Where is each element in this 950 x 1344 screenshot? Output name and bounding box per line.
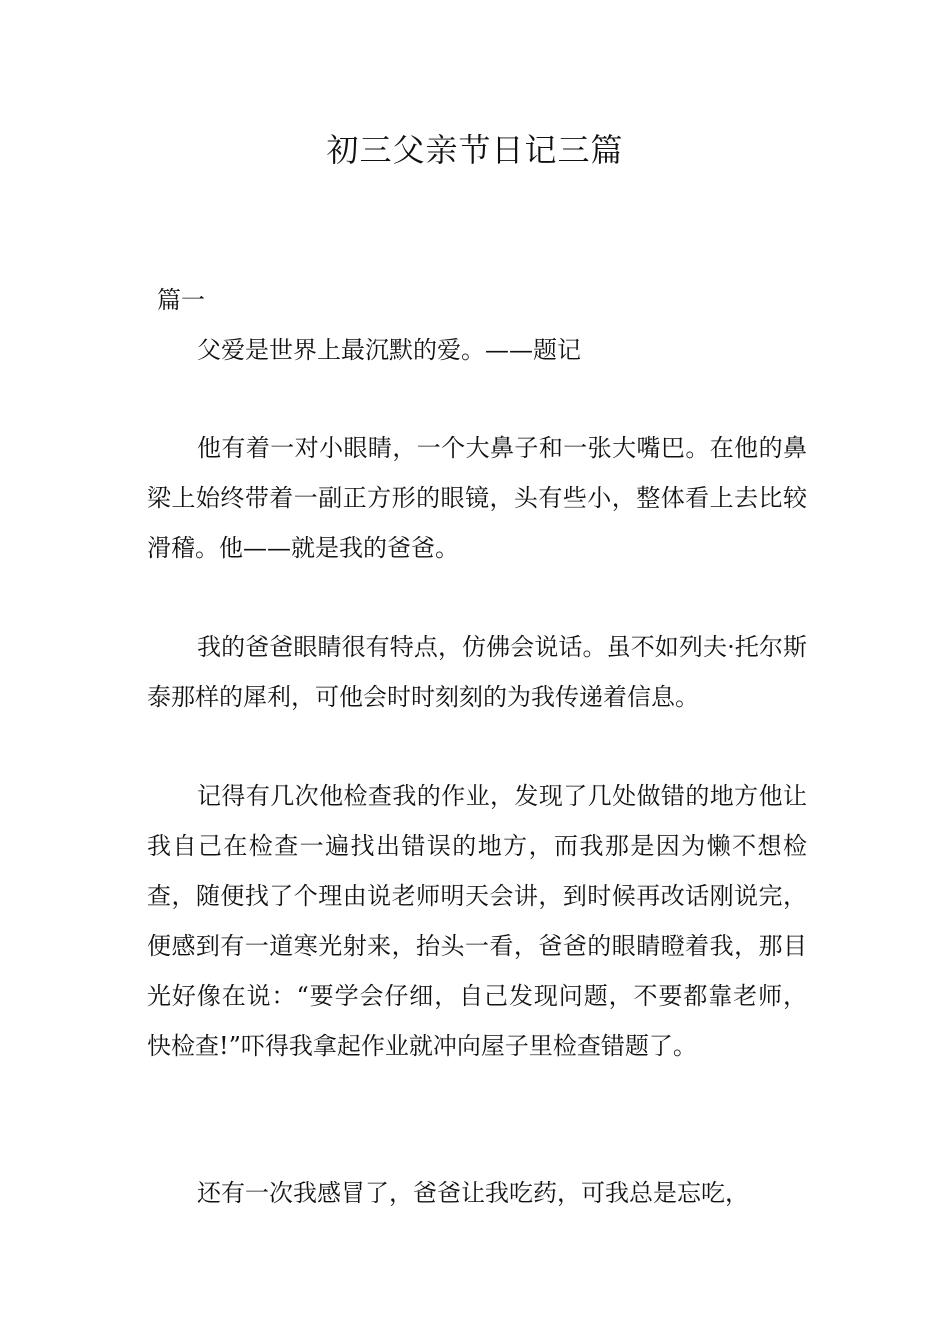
section-label: 篇一 xyxy=(157,286,205,314)
document-title: 初三父亲节日记三篇 xyxy=(326,131,624,169)
body-paragraph-3: 记得有几次他检查我的作业，发现了几处做错的地方他让我自己在检查一遍找出错误的地方，而我那是因为懒不想检查，随便找了个理由说老师明天会讲，到时候再改话刚说完，便感到有一道寒光射来，抬头一看，爸爸的眼睛瞪着我，那目光好像在说：“要学会仔细，自己发现问题，不要都靠老师，快检查!”吓得我拿起作业就冲向屋子里检查错题了。 xyxy=(147,782,807,1060)
body-paragraph-1: 他有着一对小眼睛，一个大鼻子和一张大嘴巴。在他的鼻梁上始终带着一副正方形的眼镜，头有些小，整体看上去比较滑稽。他——就是我的爸爸。 xyxy=(147,434,807,562)
body-paragraph-2: 我的爸爸眼睛很有特点，仿佛会说话。虽不如列夫·托尔斯泰那样的犀利，可他会时时刻刻的为我传递着信息。 xyxy=(147,633,807,711)
epigraph-paragraph: 父爱是世界上最沉默的爱。——题记 xyxy=(197,336,581,364)
body-paragraph-4: 还有一次我感冒了，爸爸让我吃药，可我总是忘吃， xyxy=(197,1179,749,1207)
